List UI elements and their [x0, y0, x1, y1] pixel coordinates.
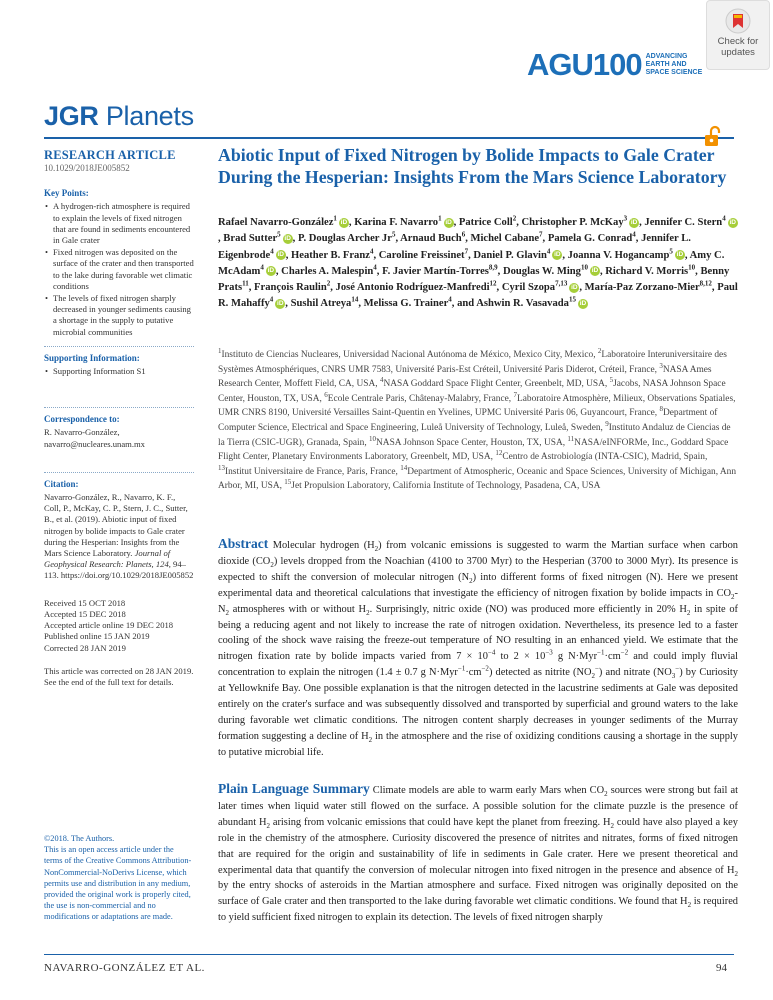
footer-authors: NAVARRO-GONZÁLEZ ET AL.: [44, 962, 205, 974]
abstract: [218, 536, 738, 761]
author-name: Amy C. McAdam$^4$: [218, 249, 725, 277]
orcid-icon[interactable]: iD: [729, 218, 736, 226]
author-name: Sushil Atreya$^{14}$: [290, 295, 359, 310]
orcid-icon[interactable]: iD: [267, 267, 275, 275]
correspondence-name: R. Navarro-González,: [44, 427, 120, 438]
affiliations: $^1$Instituto de Ciencias Nucleares, Universidad Nacional Autónoma de México, Mexico City, Mexico, $^2$Laboratoire Interuniversitaire des Systèmes Atmosphériques, CNRS UMR 7583, Université Paris-Est Créteil, Université Paris Diderot, Créteil, France, $^3$NASA Ames Research Center, Moffett Field, CA, USA, $^4$NASA Goddard Space Flight Center, Greenbelt, MD, USA, $^5$Jacobs, NASA Johnson Space Center, Houston, TX, USA, $^6$Ecole Centrale Paris, Châtenay-Malabry, France, $^7$Laboratoire Atmosphère, Milieux, Observations Spatiales, UMR CNRS 8190, Université Versailles Saint-Quentin en Yvelines, UPMC Université Paris 06, Guyancourt, France, $^8$Department of Computer Science, Electrical and Space Engineering, Luleå University of Technology, Luleå, Sweden, $^9$Instituto Andaluz de Ciencias de la Tierra (CSIC-UGR), Granada, Spain, $^{10}$NASA Johnson Space Center, Houston, TX, USA, $^{11}$NASA/eINFORMe, Inc., Goddard Space Flight Center, Planetary Environments Laboratory, Greenbelt, MD, USA, $^{12}$Centro de Astrobiología (INTA-CSIC), Madrid, Spain, $^{13}$Institut Universitaire de France, Paris, France, $^{14}$Department of Atmospheric, Oceanic and Space Sciences, University of Michigan, Ann Arbor, MI, USA, $^{15}$Jet Propulsion Laboratory, California Institute of Technology, Pasadena, CA, USA: [218, 346, 737, 492]
author-name: P. Douglas Archer Jr$^5$: [297, 230, 396, 245]
correspondence-email[interactable]: navarro@nucleares.unam.mx: [44, 438, 145, 449]
copyright-block: [44, 833, 194, 923]
date-accepted: Accepted 15 DEC 2018: [44, 608, 126, 619]
key-point: • Fixed nitrogen was deposited on the surface of the crater and then transported to the lake during favorable wet climatic conditions: [53, 247, 194, 292]
plain-language-summary: [218, 781, 738, 926]
author-name: Caroline Freissinet$^7$: [378, 247, 469, 261]
bookmark-icon: [725, 8, 751, 34]
sidebar: [44, 148, 194, 688]
orcid-icon[interactable]: iD: [340, 218, 348, 226]
author-name: Brad Sutter$^5$: [223, 230, 281, 245]
divider: [44, 346, 194, 347]
page-number: 94: [716, 962, 727, 974]
author-name: Douglas W. Ming$^{10}$: [502, 263, 588, 277]
author-name: José Antonio Rodríguez-Manfredi$^{12}$: [335, 279, 497, 294]
date-published: Published online 15 JAN 2019: [44, 631, 150, 642]
author-name: Michel Cabane$^7$: [470, 230, 543, 245]
author-name: François Raulin$^2$: [254, 279, 331, 294]
author-name: Pamela G. Conrad$^4$: [547, 230, 636, 245]
author-name: Benny Prats$^{11}$: [218, 265, 730, 294]
agu100-logo: [527, 45, 702, 85]
footer-rule: [44, 954, 734, 955]
author-name: Ashwin R. Vasavada$^{15}$: [476, 295, 576, 310]
author-name: Karina F. Navarro$^1$: [354, 214, 442, 228]
date-received: Received 15 OCT 2018: [44, 597, 126, 608]
divider: [44, 407, 194, 408]
author-name: Cyril Szopa$^{7,13}$: [501, 279, 568, 294]
divider: [44, 472, 194, 473]
article-type: RESEARCH ARTICLE: [44, 148, 176, 162]
pls-heading: Plain Language Summary: [218, 781, 370, 796]
key-point: • A hydrogen-rich atmosphere is required to explain the levels of fixed nitrogen that are found in sediments encountered in Gale crater: [53, 201, 194, 246]
citation-text: Navarro-González, R., Navarro, K. F., Coll, P., McKay, C. P., Stern, J. C., Sutter, B., et al. (2019). Abiotic input of fixed nitrogen by bolide impacts to Gale crater during the Hesperian: Insights from the Mars Science Laboratory. Journal of Geophysical Research: Planets, 124, 94–113. https://doi.org/10.1029/2018JE005852: [44, 492, 194, 581]
badge-line1: Check for: [717, 36, 759, 47]
check-for-updates-badge[interactable]: [706, 0, 770, 70]
orcid-icon[interactable]: iD: [277, 251, 284, 259]
correspondence-heading: Correspondence to:: [44, 414, 120, 425]
supporting-item[interactable]: • Supporting Information S1: [53, 366, 194, 377]
orcid-icon[interactable]: iD: [554, 251, 561, 259]
author-name: Patrice Coll$^2$: [458, 214, 517, 228]
key-points-list: [44, 201, 194, 337]
correction-note: This article was corrected on 28 JAN 2019. See the end of the full text for details.: [44, 665, 194, 687]
pls-text: Climate models are able to warm early Mars when $CO_2$ sources were strong but fail at later times when liquid water still flowed on the surface. A possible solution for the climate puzzle is the presence of abundant $H_2$ arising from volcanic emissions that could have kept the planet from freezing. $H_2$ could have also played a key role in the chemistry of the atmosphere. Curiosity discovered the presence of nitrites and nitrates, forms of fixed nitrogen that are required for the origin and sustainability of life in sediments in Gale crater. Here we present theoretical and experimental data that quantify the conversion of molecular nitrogen into fixed nitrogen in the presence and absence of $H_2$ by the entry shocks of asteroids in the Martian atmosphere and surface. Fixed nitrogen was originally deposited on the surface of Gale crater and then transported to the lake during favorable wet climatic conditions. We found that $H_2$ is required to yield sufficient fixed nitrogen to explain its detection. The levels of fixed nitrogen sharply: [218, 785, 738, 924]
header-rule: [44, 137, 734, 139]
date-accepted-online: Accepted article online 19 DEC 2018: [44, 620, 174, 631]
supporting-heading: Supporting Information:: [44, 352, 140, 363]
agu-logo-text: AGU100: [527, 47, 642, 82]
article-doi[interactable]: 10.1029/2018JE005852: [44, 163, 130, 173]
author-name: F. Javier Martín-Torres$^{8,9}$: [382, 263, 498, 277]
author-name: Melissa G. Trainer$^4$: [363, 295, 452, 310]
author-name: Heather B. Franz$^4$: [291, 247, 374, 261]
author-name: Jennifer L. Eigenbrode$^4$: [218, 233, 691, 261]
citation-heading: Citation:: [44, 478, 79, 489]
orcid-icon[interactable]: iD: [571, 283, 578, 291]
orcid-icon[interactable]: iD: [591, 267, 599, 275]
author-name: Daniel P. Glavin$^4$: [473, 247, 551, 261]
author-name: Charles A. Malespin$^4$: [281, 263, 377, 277]
supporting-list: [44, 366, 194, 377]
agu-tagline: ADVANCING EARTH AND SPACE SCIENCE: [645, 53, 703, 76]
abstract-heading: Abstract: [218, 536, 269, 551]
orcid-icon[interactable]: iD: [630, 218, 638, 226]
author-name: Joanna V. Hogancamp$^5$: [567, 247, 673, 261]
author-name: Rafael Navarro-González$^1$: [218, 214, 337, 228]
license-text: This is an open access article under the terms of the Creative Commons Attribution-NonCommercial-NoDerivs License, which permits use and distribution in any medium, provided the original work is properly cited, the use is non-commercial and no modifications or adaptations are made.: [44, 845, 192, 922]
author-name: Paul R. Mahaffy$^4$: [218, 282, 738, 310]
author-name: Christopher P. McKay$^3$: [521, 214, 628, 228]
key-point: • The levels of fixed nitrogen sharply decreased in younger sediments causing a shortage in the supply to putative microbial communities: [53, 293, 194, 338]
journal-name-light: Planets: [105, 101, 194, 131]
article-title: Abiotic Input of Fixed Nitrogen by Bolide Impacts to Gale Crater During the Hesperian: Insights From the Mars Science Laboratory: [218, 145, 727, 187]
key-points-heading: Key Points:: [44, 188, 89, 199]
orcid-icon[interactable]: iD: [284, 234, 291, 242]
date-corrected: Corrected 28 JAN 2019: [44, 642, 126, 653]
author-name: Richard V. Morris$^{10}$: [605, 263, 696, 277]
copyright-line: ©2018. The Authors.: [44, 834, 115, 843]
orcid-icon[interactable]: iD: [579, 300, 587, 308]
orcid-icon[interactable]: iD: [676, 251, 684, 259]
journal-title: [44, 101, 194, 132]
orcid-icon[interactable]: iD: [445, 218, 452, 226]
author-name: Jennifer C. Stern$^4$: [644, 214, 726, 228]
author-name: Arnaud Buch$^6$: [400, 230, 466, 245]
abstract-text: Molecular hydrogen $(H_2)$ from volcanic emissions is suggested to warm the Martian surface when carbon dioxide $(CO_2)$ levels dropped from the Noachian (4100 to 3700 Myr) to the Hesperian (3700 to 3000 Myr). Its presence is expected to shift the conversion of molecular nitrogen $(N_2)$ into different forms of fixed nitrogen (N). Here we present experimental data and theoretical calculations that investigate the efficiency of nitrogen fixation by bolide impacts in $CO_2-N_2$ atmospheres with or without $H_2$. Surprisingly, nitric oxide (NO) was produced more efficiently in 20% $H_2$ in spite of being a reducing agent and not likely to increase the rate of nitrogen oxidation. Nevertheless, its presence led to a faster cooling of the shock wave raising the freeze-out temperature of NO resulting in an enhanced yield. We estimate that the nitrogen fixation rate by bolide impacts varied from $7 \times 10^{-4}$ to $2 \times 10^{-3}$ g $N\cdot Myr^{-1}\cdot cm^{-2}$ and could imply fluvial concentration to explain the nitrogen (1.4 ± 0.7 g $N\cdot Myr^{-1}\cdot cm^{-2}$) detected as nitrite $(NO_2^-)$ and nitrate $(NO_3^-)$ by Curiosity at Yellowknife Bay. One possible explanation is that the nitrogen detected in the lacustrine sediments at Gale was deposited entirely on the crater's surface and was subsequently dissolved and transported by superficial and ground waters to the lake during favorable wet climatic conditions. The nitrogen content sharply decreases in younger sediments of the Murray formation suggesting a decline of $H_2$ in the atmosphere and the rise of oxidizing conditions causing a shortage in the supply to putative microbial life.: [218, 540, 739, 758]
journal-name-bold: JGR: [44, 101, 99, 131]
author-name: María-Paz Zorzano-Mier$^{8,12}$: [584, 279, 712, 294]
badge-line2: updates: [721, 47, 755, 58]
author-list: Rafael Navarro-González$^1$ iD , Karina F. Navarro$^1$ iD , Patrice Coll$^2$, Christopher P. McKay$^3$ iD , Jennifer C. Stern$^4$ iD, Brad Sutter$^5$ iD , P. Douglas Archer Jr$^5$, Arnaud Buch$^6$, Michel Cabane$^7$, Pamela G. Conrad$^4$, Jennifer L. Eigenbrode$^4$ iD , Heather B. Franz$^4$, Caroline Freissinet$^7$, Daniel P. Glavin$^4$ iD , Joanna V. Hogancamp$^5$ iD , Amy C. McAdam$^4$ iD , Charles A. Malespin$^4$, F. Javier Martín-Torres$^{8,9}$, Douglas W. Ming$^{10}$ iD , Richard V. Morris$^{10}$, Benny Prats$^{11}$, François Raulin$^2$, José Antonio Rodríguez-Manfredi$^{12}$, Cyril Szopa$^{7,13}$ iD , María-Paz Zorzano-Mier$^{8,12}$, Paul R. Mahaffy$^4$ iD , Sushil Atreya$^{14}$, Melissa G. Trainer$^4$, and Ashwin R. Vasavada$^{15}$ iD: [218, 214, 738, 310]
orcid-icon[interactable]: iD: [277, 300, 284, 308]
